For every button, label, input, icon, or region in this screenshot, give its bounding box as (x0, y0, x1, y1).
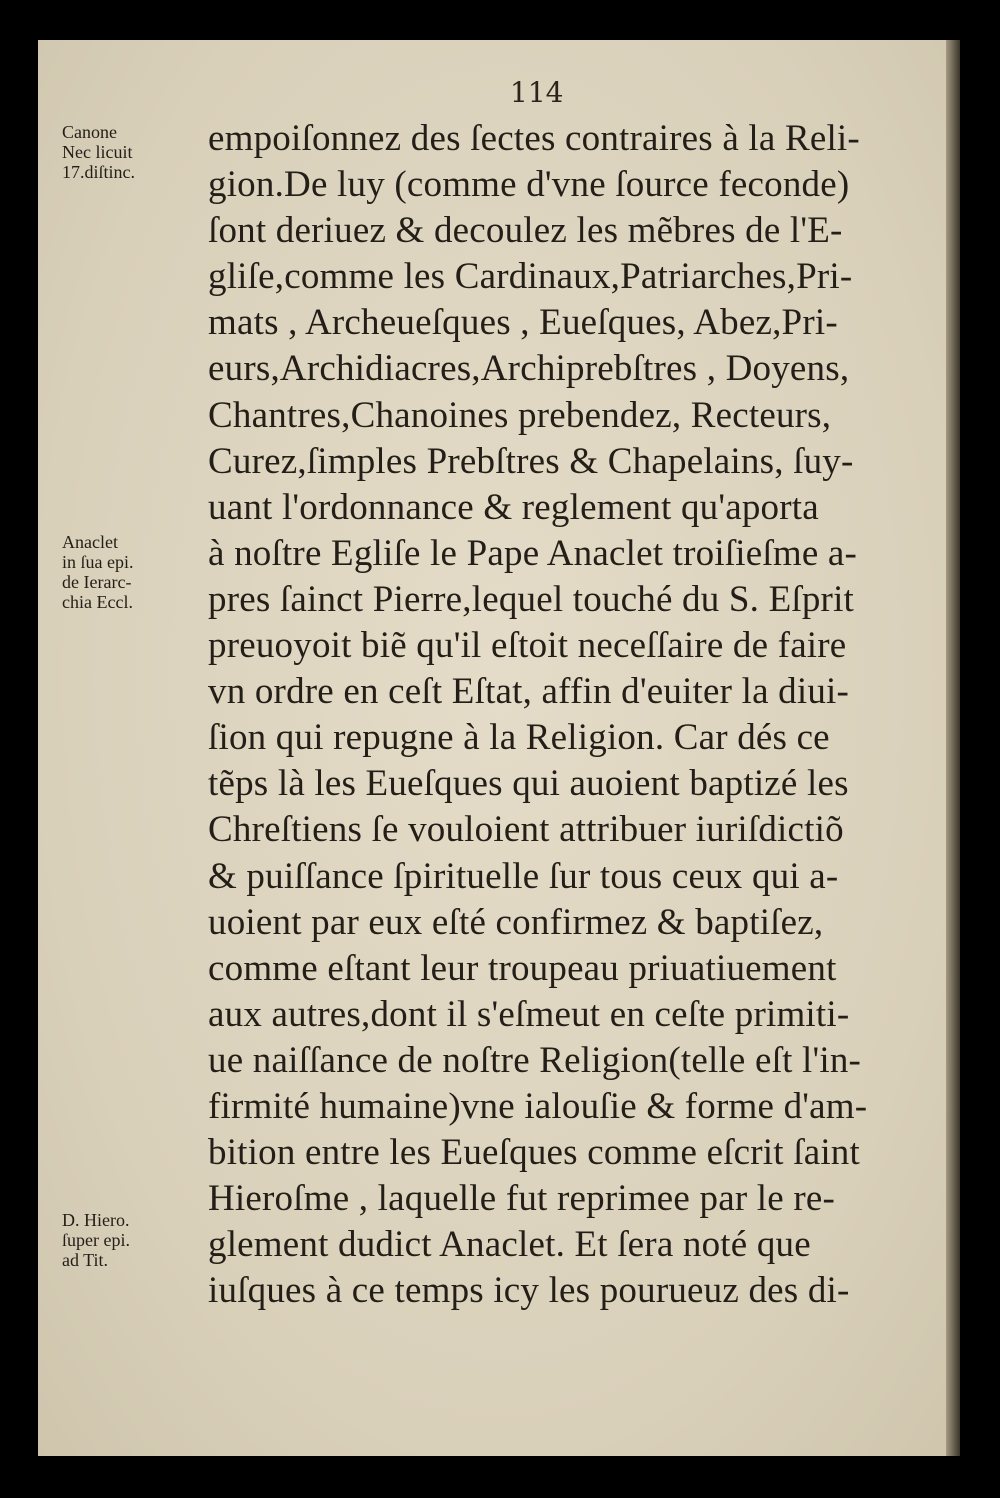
page-gutter-shadow (946, 40, 960, 1456)
text-line: iuſques à ce temps icy les pourueuz des di- (208, 1270, 850, 1312)
text-line: aux autres,dont il s'eſmeut en ceſte primiti- (208, 993, 850, 1035)
text-line: Curez,ſimples Prebſtres & Chapelains, ſuy- (208, 440, 854, 482)
marginal-note-line: D. Hiero. (62, 1210, 130, 1230)
text-line: Chreſtiens ſe vouloient attribuer iuriſdictiõ (208, 809, 844, 851)
marginal-note-line: in ſua epi. (62, 552, 134, 572)
text-line: gion.De luy (comme d'vne ſource feconde) (208, 164, 850, 206)
book-page (38, 40, 960, 1456)
text-line: pres ſainct Pierre,lequel touché du S. Eſprit (208, 578, 855, 620)
text-line: uoient par eux eſté confirmez & baptiſez, (208, 901, 824, 943)
text-line: tẽps là les Eueſques qui auoient baptizé les (208, 763, 849, 805)
marginal-note-line: ſuper epi. (62, 1230, 130, 1250)
marginal-note-hiero (62, 1210, 130, 1270)
page-number: 114 (510, 76, 564, 109)
marginal-note-line: Anaclet (62, 532, 118, 552)
text-line: firmité humaine)vne ialouſie & forme d'am- (208, 1085, 868, 1127)
text-line: uant l'ordonnance & reglement qu'aporta (208, 486, 819, 528)
marginal-note-line: 17.diſtinc. (62, 162, 135, 182)
text-line: vn ordre en ceſt Eſtat, affin d'euiter la diui- (208, 671, 850, 713)
text-line: à noſtre Egliſe le Pape Anaclet troiſieſme a- (208, 532, 858, 574)
marginal-note-line: de Ierarc- (62, 572, 132, 592)
text-line: Hieroſme , laquelle fut reprimee par le re- (208, 1178, 836, 1220)
text-line: ſont deriuez & decoulez les mẽbres de l'E- (208, 210, 843, 252)
marginal-note-anaclet (62, 532, 133, 612)
marginal-note-line: Canone (62, 122, 117, 142)
main-text-block (208, 116, 943, 1314)
text-line: gliſe,comme les Cardinaux,Patriarches,Pri- (208, 256, 853, 298)
text-line: ſion qui repugne à la Religion. Car dés ce (208, 717, 830, 759)
marginal-note-canone (62, 122, 135, 182)
text-line: bition entre les Eueſques comme eſcrit ſaint (208, 1132, 860, 1174)
text-line: & puiſſance ſpirituelle ſur tous ceux qui a- (208, 855, 839, 897)
marginal-note-line: ad Tit. (62, 1250, 109, 1270)
text-line: ue naiſſance de noſtre Religion(telle eſt l'in- (208, 1039, 862, 1081)
marginal-note-line: chia Eccl. (62, 592, 133, 612)
text-line: preuoyoit biẽ qu'il eſtoit neceſſaire de faire (208, 625, 847, 667)
text-line: mats , Archeueſques , Eueſques, Abez,Pri- (208, 302, 838, 344)
text-line: comme eſtant leur troupeau priuatiuement (208, 947, 837, 989)
marginal-note-line: Nec licuit (62, 142, 133, 162)
text-line: eurs,Archidiacres,Archiprebſtres , Doyens, (208, 348, 850, 390)
text-line: empoiſonnez des ſectes contraires à la Reli- (208, 118, 860, 159)
text-line: Chantres,Chanoines prebendez, Recteurs, (208, 394, 832, 436)
text-line: glement dudict Anaclet. Et ſera noté que (208, 1224, 811, 1266)
